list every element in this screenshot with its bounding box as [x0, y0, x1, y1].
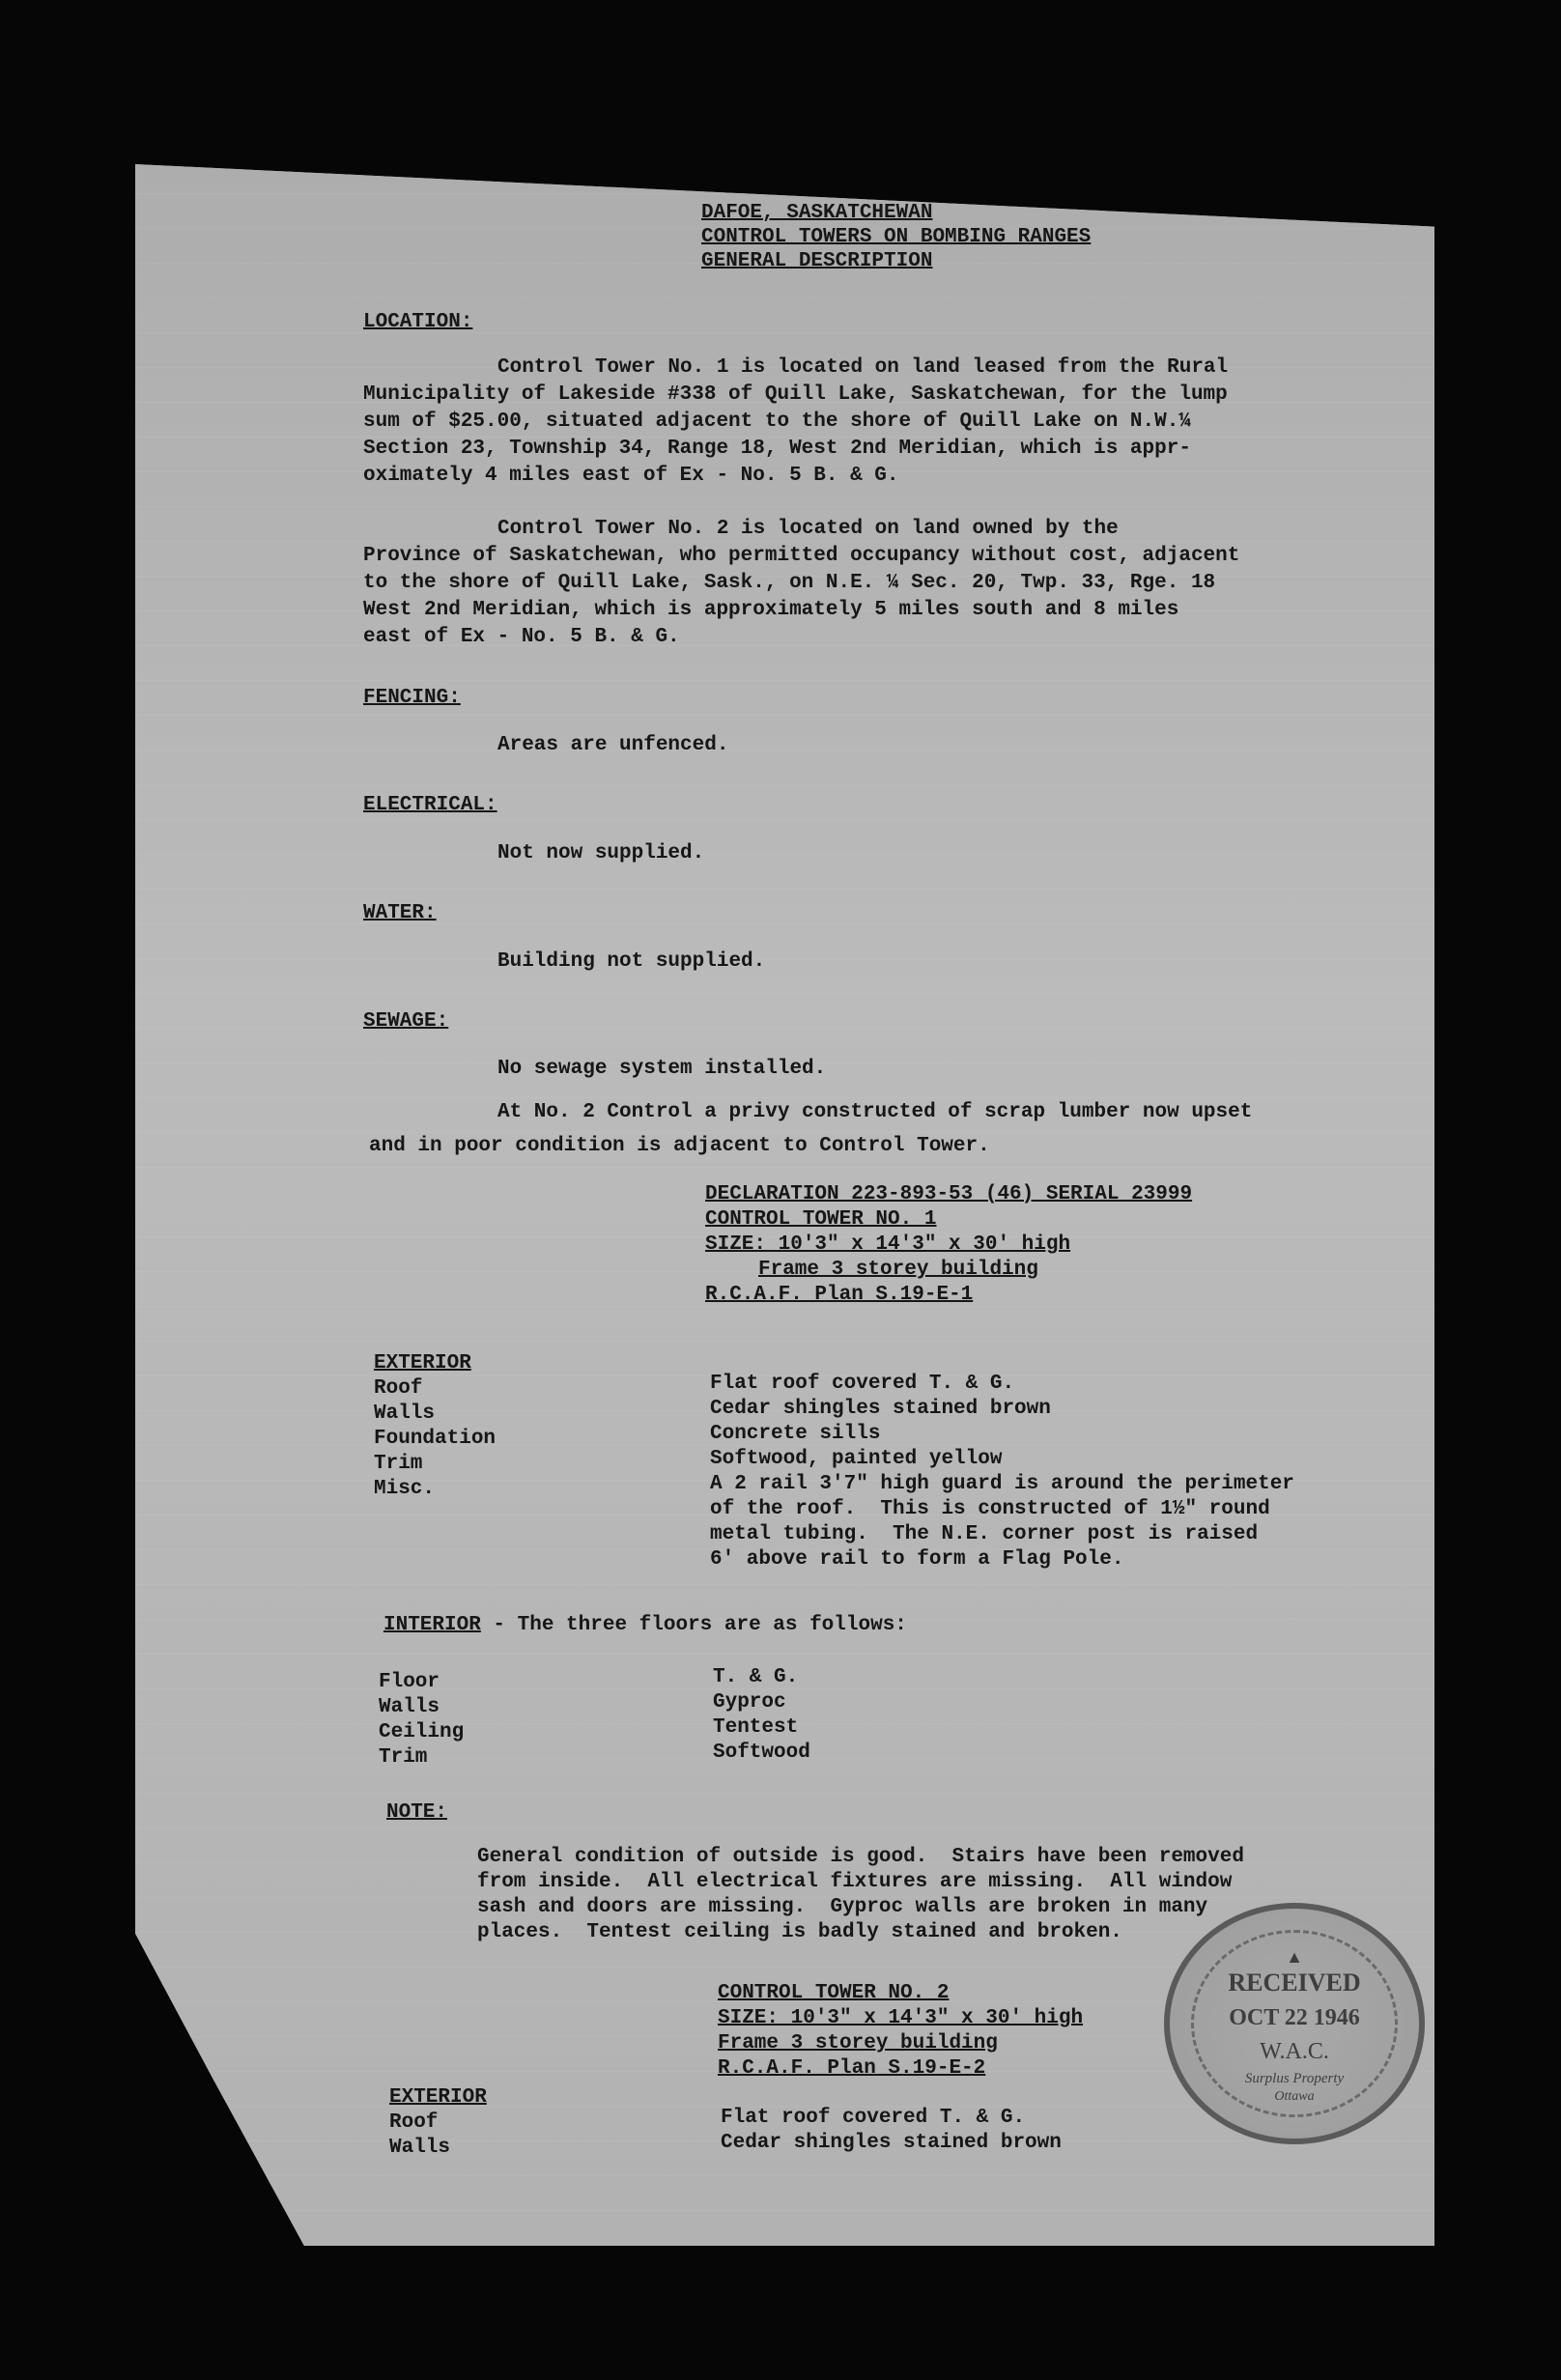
- tower1-interior-heading: INTERIOR: [383, 1614, 481, 1636]
- tower1-exterior-label: Walls: [374, 1402, 436, 1425]
- tower1-exterior-value: Concrete sills: [710, 1423, 881, 1445]
- tower1-exterior-value: A 2 rail 3'7" high guard is around the perimeter: [710, 1473, 1294, 1495]
- water-text: Building not supplied.: [497, 950, 766, 973]
- tower1-exterior-value: Flat roof covered T. & G.: [710, 1373, 1015, 1395]
- sewage-text: No sewage system installed.: [497, 1058, 827, 1080]
- location-p1-line-5: oximately 4 miles east of Ex - No. 5 B. & G.: [363, 465, 899, 487]
- tower1-interior-label: Ceiling: [379, 1721, 465, 1743]
- header-line-3: GENERAL DESCRIPTION: [701, 250, 933, 272]
- tower1-plan: R.C.A.F. Plan S.19-E-1: [705, 1284, 974, 1306]
- tower1-exterior-heading: EXTERIOR: [374, 1352, 471, 1374]
- tower1-interior-value: Gyproc: [713, 1691, 786, 1714]
- tower1-declaration: DECLARATION 223-893-53 (46) SERIAL 23999: [705, 1183, 1193, 1205]
- location-p2-line-4: West 2nd Meridian, which is approximately 5 miles south and 8 miles: [363, 599, 1179, 621]
- tower1-note-line: from inside. All electrical fixtures are missing. All window: [477, 1871, 1233, 1893]
- stamp-received: RECEIVED: [1228, 1969, 1361, 1997]
- stamp-city: Ottawa: [1274, 2089, 1315, 2104]
- stamp-org: W.A.C.: [1260, 2039, 1329, 2064]
- stamp-dept: Surplus Property: [1244, 2071, 1345, 2086]
- location-p2-line-1: Control Tower No. 2 is located on land owned by the: [497, 518, 1119, 540]
- tower2-size: SIZE: 10'3" x 14'3" x 30' high: [718, 2007, 1084, 2029]
- tower1-note-line: places. Tentest ceiling is badly stained and broken.: [477, 1921, 1122, 1943]
- location-p1-line-3: sum of $25.00, situated adjacent to the shore of Quill Lake on N.W.¼: [363, 411, 1191, 433]
- tower1-exterior-label: Roof: [374, 1377, 423, 1400]
- stamp-date: OCT 22 1946: [1229, 2005, 1360, 2030]
- location-p1-line-1: Control Tower No. 1 is located on land leased from the Rural: [497, 356, 1229, 379]
- tower1-interior-label: Walls: [379, 1696, 440, 1718]
- tower1-interior-value: T. & G.: [713, 1666, 799, 1688]
- tower1-frame: Frame 3 storey building: [758, 1259, 1038, 1281]
- tower1-exterior-value: Cedar shingles stained brown: [710, 1398, 1051, 1420]
- tower2-exterior-label: Walls: [389, 2137, 451, 2159]
- stamp-triangle-icon: ▲: [1286, 1947, 1303, 1967]
- tower2-exterior-value: Cedar shingles stained brown: [721, 2132, 1062, 2154]
- location-p2-line-5: east of Ex - No. 5 B. & G.: [363, 626, 680, 648]
- sewage-note-line-1: At No. 2 Control a privy constructed of scrap lumber now upset: [497, 1101, 1253, 1123]
- tower1-interior-value: Softwood: [713, 1742, 810, 1764]
- tower1-interior-value: Tentest: [713, 1716, 799, 1739]
- location-p2-line-2: Province of Saskatchewan, who permitted occupancy without cost, adjacent: [363, 545, 1240, 567]
- tower2-title: CONTROL TOWER NO. 2: [718, 1982, 950, 2004]
- electrical-heading: ELECTRICAL:: [363, 794, 497, 816]
- location-p2-line-3: to the shore of Quill Lake, Sask., on N.E. ¼ Sec. 20, Twp. 33, Rge. 18: [363, 572, 1216, 594]
- sewage-heading: SEWAGE:: [363, 1010, 449, 1033]
- tower2-exterior-heading: EXTERIOR: [389, 2086, 487, 2109]
- electrical-text: Not now supplied.: [497, 842, 705, 864]
- tower1-exterior-label: Foundation: [374, 1428, 497, 1450]
- tower1-title: CONTROL TOWER NO. 1: [705, 1208, 937, 1231]
- tower1-note-line: sash and doors are missing. Gyproc walls are broken in many: [477, 1896, 1208, 1918]
- tower1-interior-intro: [383, 1615, 907, 1635]
- tower2-frame: Frame 3 storey building: [718, 2032, 998, 2054]
- header-line-2: CONTROL TOWERS ON BOMBING RANGES: [701, 226, 1092, 248]
- tower1-interior-intro-text: - The three floors are as follows:: [480, 1614, 907, 1636]
- water-heading: WATER:: [363, 902, 437, 924]
- tower2-exterior-value: Flat roof covered T. & G.: [721, 2107, 1026, 2129]
- tower2-exterior-label: Roof: [389, 2111, 439, 2134]
- tower1-exterior-label: Trim: [374, 1453, 423, 1475]
- fencing-heading: FENCING:: [363, 687, 461, 709]
- tower1-interior-label: Trim: [379, 1746, 428, 1769]
- location-p1-line-4: Section 23, Township 34, Range 18, West 2nd Meridian, which is appr-: [363, 438, 1191, 460]
- location-heading: LOCATION:: [363, 311, 473, 333]
- tower1-interior-label: Floor: [379, 1671, 440, 1693]
- tower2-plan: R.C.A.F. Plan S.19-E-2: [718, 2057, 986, 2080]
- header-line-1: DAFOE, SASKATCHEWAN: [701, 202, 933, 224]
- tower1-exterior-value: metal tubing. The N.E. corner post is raised: [710, 1523, 1259, 1545]
- fencing-text: Areas are unfenced.: [497, 734, 729, 756]
- tower1-size: SIZE: 10'3" x 14'3" x 30' high: [705, 1233, 1071, 1256]
- location-p1-line-2: Municipality of Lakeside #338 of Quill Lake, Saskatchewan, for the lump: [363, 383, 1228, 406]
- sewage-note-line-2: and in poor condition is adjacent to Control Tower.: [369, 1135, 990, 1157]
- tower1-note-heading: NOTE:: [386, 1801, 448, 1824]
- received-stamp: [1164, 1903, 1425, 2144]
- tower1-exterior-label: Misc.: [374, 1478, 436, 1500]
- tower1-exterior-value: Softwood, painted yellow: [710, 1448, 1003, 1470]
- tower1-exterior-value: of the roof. This is constructed of 1½" round: [710, 1498, 1270, 1520]
- tower1-note-line: General condition of outside is good. Stairs have been removed: [477, 1846, 1244, 1868]
- tower1-exterior-value: 6' above rail to form a Flag Pole.: [710, 1548, 1124, 1571]
